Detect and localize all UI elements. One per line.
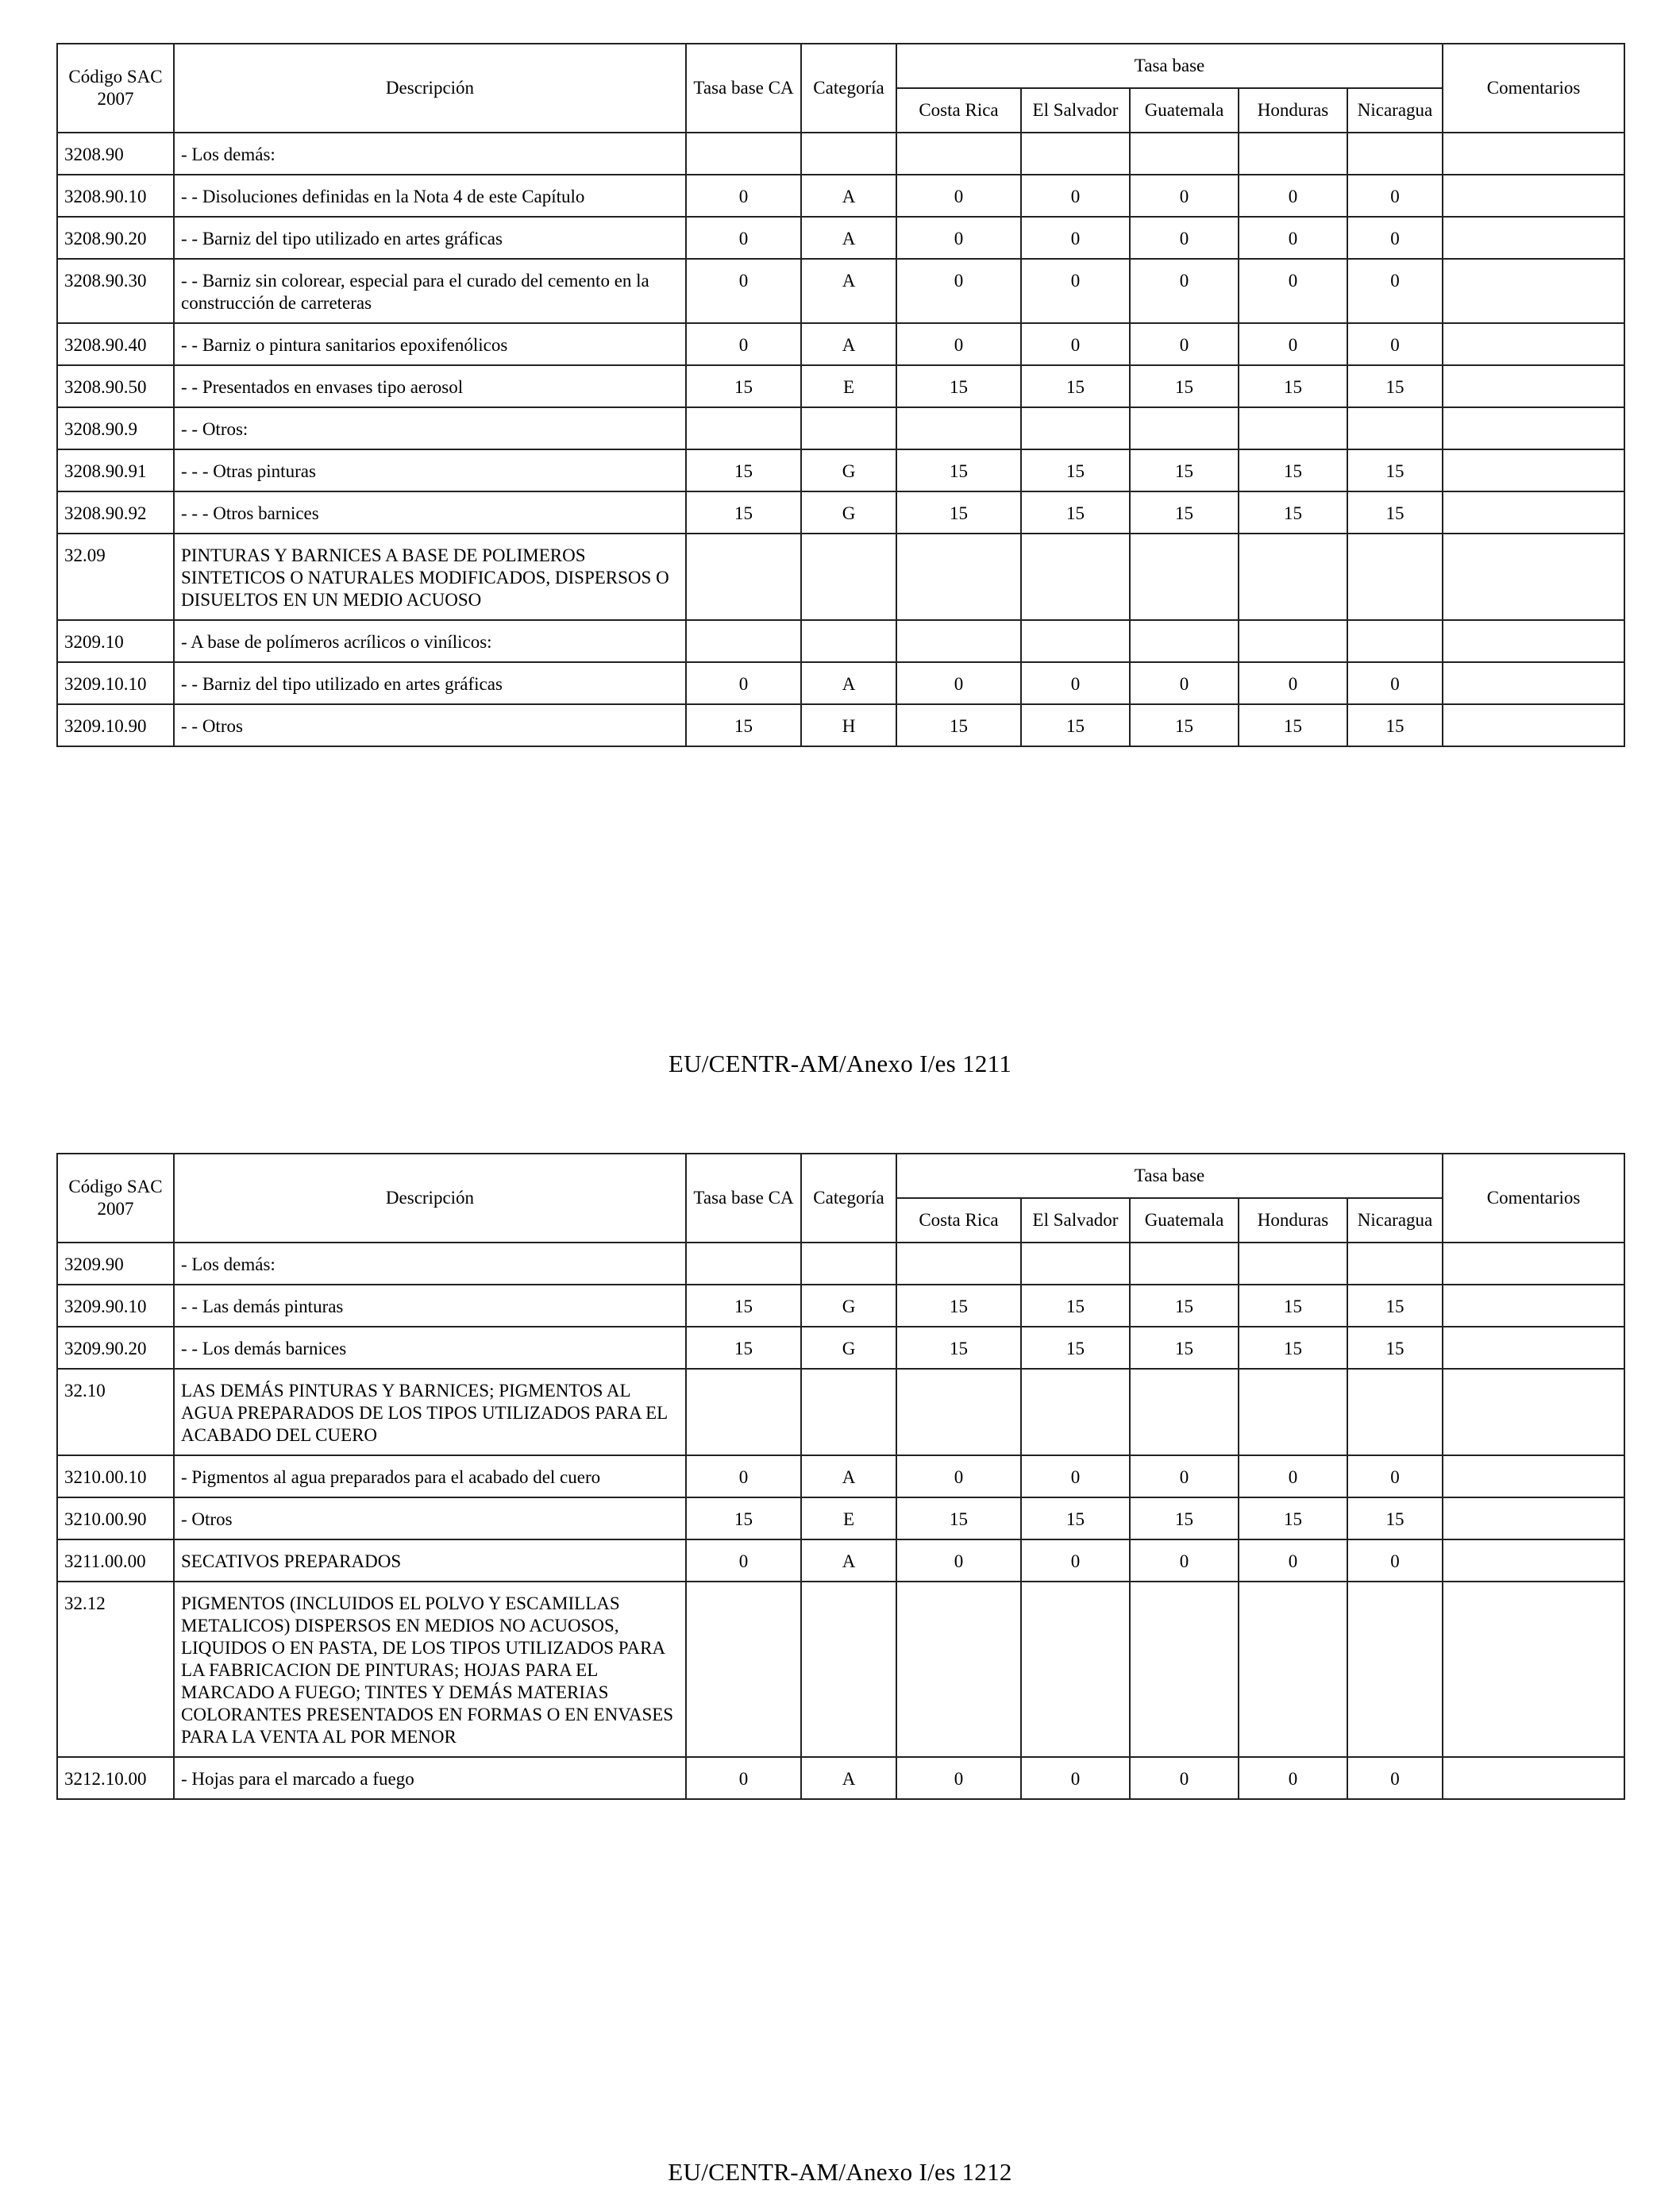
- cell-categoria: G: [801, 449, 896, 491]
- cell-comentarios: [1443, 620, 1624, 662]
- cell-costa-rica: 15: [896, 1327, 1021, 1369]
- tariff-table-page-2: [56, 1153, 1625, 1800]
- table-body: [57, 133, 1624, 746]
- cell-nicaragua: 15: [1347, 1327, 1443, 1369]
- page-footer: EU/CENTR-AM/Anexo I/es 1211: [668, 1050, 1012, 1077]
- cell-categoria: G: [801, 1327, 896, 1369]
- cell-el-salvador: 15: [1021, 365, 1130, 407]
- cell-honduras: [1239, 133, 1347, 175]
- cell-tasa-base-ca: 15: [686, 704, 801, 746]
- cell-nicaragua: [1347, 1582, 1443, 1757]
- cell-description: - - Barniz o pintura sanitarios epoxifenólicos: [174, 323, 686, 365]
- cell-comentarios: [1443, 1757, 1624, 1799]
- cell-costa-rica: [896, 1369, 1021, 1455]
- cell-description: - Otros: [174, 1497, 686, 1539]
- cell-description: - - Presentados en envases tipo aerosol: [174, 365, 686, 407]
- cell-categoria: A: [801, 1539, 896, 1582]
- cell-description: - - Las demás pinturas: [174, 1285, 686, 1327]
- cell-description: - Los demás:: [174, 133, 686, 175]
- table-row: [57, 365, 1624, 407]
- cell-tasa-base-ca: 0: [686, 1455, 801, 1497]
- cell-costa-rica: 0: [896, 323, 1021, 365]
- table-row: [57, 620, 1624, 662]
- cell-guatemala: 0: [1130, 259, 1239, 323]
- header-guatemala: Guatemala: [1130, 88, 1239, 133]
- cell-nicaragua: 15: [1347, 449, 1443, 491]
- cell-tasa-base-ca: [686, 407, 801, 449]
- cell-el-salvador: 15: [1021, 1285, 1130, 1327]
- cell-description: - - Otros: [174, 704, 686, 746]
- cell-nicaragua: 0: [1347, 217, 1443, 259]
- cell-nicaragua: 15: [1347, 365, 1443, 407]
- cell-description: SECATIVOS PREPARADOS: [174, 1539, 686, 1582]
- header-costa-rica: Costa Rica: [896, 1198, 1021, 1243]
- table-row: [57, 1327, 1624, 1369]
- table-row: [57, 1243, 1624, 1285]
- cell-costa-rica: 0: [896, 662, 1021, 704]
- cell-costa-rica: 0: [896, 217, 1021, 259]
- cell-honduras: [1239, 1243, 1347, 1285]
- cell-costa-rica: 0: [896, 1455, 1021, 1497]
- cell-comentarios: [1443, 1327, 1624, 1369]
- table-row: [57, 1539, 1624, 1582]
- cell-guatemala: 15: [1130, 365, 1239, 407]
- cell-costa-rica: 0: [896, 259, 1021, 323]
- cell-costa-rica: [896, 534, 1021, 620]
- table-row: [57, 662, 1624, 704]
- cell-code: 3210.00.10: [57, 1455, 174, 1497]
- cell-honduras: 0: [1239, 1455, 1347, 1497]
- cell-tasa-base-ca: 0: [686, 1757, 801, 1799]
- cell-nicaragua: [1347, 1243, 1443, 1285]
- cell-categoria: A: [801, 175, 896, 217]
- cell-guatemala: [1130, 1582, 1239, 1757]
- cell-description: PIGMENTOS (INCLUIDOS EL POLVO Y ESCAMILLAS METALICOS) DISPERSOS EN MEDIOS NO ACUOSOS, LIQUIDOS O EN PASTA, DE LOS TIPOS UTILIZADOS PARA LA FABRICACION DE PINTURAS; HOJAS PARA EL MARCADO A FUEGO; TINTES Y DEMÁS MATERIAS COLORANTES PRESENTADOS EN FORMAS O EN ENVASES PARA LA VENTA AL POR MENOR: [174, 1582, 686, 1757]
- table-row: [57, 1497, 1624, 1539]
- cell-code: 3209.10.10: [57, 662, 174, 704]
- cell-guatemala: 0: [1130, 323, 1239, 365]
- cell-categoria: E: [801, 1497, 896, 1539]
- cell-costa-rica: 15: [896, 1497, 1021, 1539]
- cell-el-salvador: 0: [1021, 217, 1130, 259]
- cell-comentarios: [1443, 449, 1624, 491]
- cell-comentarios: [1443, 662, 1624, 704]
- cell-guatemala: 0: [1130, 1455, 1239, 1497]
- cell-costa-rica: [896, 407, 1021, 449]
- cell-nicaragua: 15: [1347, 491, 1443, 534]
- cell-description: LAS DEMÁS PINTURAS Y BARNICES; PIGMENTOS AL AGUA PREPARADOS DE LOS TIPOS UTILIZADOS PARA EL ACABADO DEL CUERO: [174, 1369, 686, 1455]
- header-nicaragua: Nicaragua: [1347, 88, 1443, 133]
- cell-categoria: [801, 1582, 896, 1757]
- cell-categoria: [801, 1243, 896, 1285]
- header-tasa-base-ca: Tasa base CA: [686, 44, 801, 133]
- header-codigo: Código SAC 2007: [57, 44, 174, 133]
- cell-tasa-base-ca: [686, 1369, 801, 1455]
- cell-description: - - Los demás barnices: [174, 1327, 686, 1369]
- cell-honduras: 15: [1239, 1497, 1347, 1539]
- header-comentarios: Comentarios: [1443, 44, 1624, 133]
- cell-guatemala: 15: [1130, 1497, 1239, 1539]
- cell-honduras: 15: [1239, 1285, 1347, 1327]
- cell-code: 3208.90.91: [57, 449, 174, 491]
- header-tasa-base: Tasa base: [896, 44, 1443, 88]
- cell-code: 3208.90.40: [57, 323, 174, 365]
- header-codigo: Código SAC 2007: [57, 1154, 174, 1243]
- cell-description: - A base de polímeros acrílicos o vinílicos:: [174, 620, 686, 662]
- cell-tasa-base-ca: 0: [686, 662, 801, 704]
- cell-comentarios: [1443, 365, 1624, 407]
- cell-honduras: 15: [1239, 1327, 1347, 1369]
- cell-description: - - Barniz sin colorear, especial para el curado del cemento en la construcción de carreteras: [174, 259, 686, 323]
- cell-guatemala: 15: [1130, 1327, 1239, 1369]
- cell-code: 3208.90.92: [57, 491, 174, 534]
- header-el-salvador: El Salvador: [1021, 1198, 1130, 1243]
- cell-honduras: [1239, 1369, 1347, 1455]
- cell-el-salvador: 0: [1021, 1539, 1130, 1582]
- cell-comentarios: [1443, 534, 1624, 620]
- header-honduras: Honduras: [1239, 1198, 1347, 1243]
- cell-el-salvador: 15: [1021, 1497, 1130, 1539]
- cell-nicaragua: 0: [1347, 1455, 1443, 1497]
- cell-tasa-base-ca: 15: [686, 1285, 801, 1327]
- cell-tasa-base-ca: 15: [686, 365, 801, 407]
- cell-costa-rica: 0: [896, 175, 1021, 217]
- cell-code: 32.12: [57, 1582, 174, 1757]
- cell-tasa-base-ca: 0: [686, 217, 801, 259]
- table-row: [57, 534, 1624, 620]
- cell-description: - - - Otras pinturas: [174, 449, 686, 491]
- cell-nicaragua: [1347, 620, 1443, 662]
- cell-el-salvador: [1021, 620, 1130, 662]
- cell-nicaragua: 15: [1347, 1497, 1443, 1539]
- cell-code: 3208.90.10: [57, 175, 174, 217]
- cell-code: 3208.90: [57, 133, 174, 175]
- table-row: [57, 704, 1624, 746]
- cell-costa-rica: 15: [896, 1285, 1021, 1327]
- header-guatemala: Guatemala: [1130, 1198, 1239, 1243]
- cell-code: 3208.90.9: [57, 407, 174, 449]
- cell-comentarios: [1443, 704, 1624, 746]
- table-row: [57, 1285, 1624, 1327]
- cell-guatemala: 0: [1130, 1757, 1239, 1799]
- cell-comentarios: [1443, 491, 1624, 534]
- cell-el-salvador: 0: [1021, 259, 1130, 323]
- cell-categoria: A: [801, 217, 896, 259]
- cell-categoria: A: [801, 1455, 896, 1497]
- cell-guatemala: [1130, 534, 1239, 620]
- cell-costa-rica: 15: [896, 704, 1021, 746]
- cell-comentarios: [1443, 1582, 1624, 1757]
- cell-comentarios: [1443, 133, 1624, 175]
- cell-nicaragua: [1347, 1369, 1443, 1455]
- cell-code: 3209.90.10: [57, 1285, 174, 1327]
- cell-description: - Los demás:: [174, 1243, 686, 1285]
- table-row: [57, 323, 1624, 365]
- cell-code: 3208.90.20: [57, 217, 174, 259]
- table-row: [57, 449, 1624, 491]
- cell-costa-rica: 0: [896, 1757, 1021, 1799]
- cell-costa-rica: [896, 1243, 1021, 1285]
- cell-el-salvador: [1021, 534, 1130, 620]
- cell-nicaragua: 0: [1347, 1757, 1443, 1799]
- cell-categoria: A: [801, 1757, 896, 1799]
- cell-categoria: E: [801, 365, 896, 407]
- cell-honduras: 0: [1239, 259, 1347, 323]
- cell-tasa-base-ca: [686, 620, 801, 662]
- cell-el-salvador: [1021, 1243, 1130, 1285]
- cell-el-salvador: 0: [1021, 1455, 1130, 1497]
- cell-guatemala: [1130, 620, 1239, 662]
- cell-guatemala: 15: [1130, 449, 1239, 491]
- cell-description: - Hojas para el marcado a fuego: [174, 1757, 686, 1799]
- table-row: [57, 407, 1624, 449]
- cell-tasa-base-ca: 0: [686, 323, 801, 365]
- header-tasa-base: Tasa base: [896, 1154, 1443, 1198]
- cell-description: - - Otros:: [174, 407, 686, 449]
- header-nicaragua: Nicaragua: [1347, 1198, 1443, 1243]
- cell-guatemala: [1130, 133, 1239, 175]
- cell-categoria: [801, 534, 896, 620]
- cell-comentarios: [1443, 175, 1624, 217]
- cell-costa-rica: [896, 133, 1021, 175]
- table-row: [57, 1757, 1624, 1799]
- cell-comentarios: [1443, 323, 1624, 365]
- cell-categoria: [801, 1369, 896, 1455]
- cell-comentarios: [1443, 1497, 1624, 1539]
- cell-el-salvador: 15: [1021, 491, 1130, 534]
- cell-code: 3209.10.90: [57, 704, 174, 746]
- header-costa-rica: Costa Rica: [896, 88, 1021, 133]
- cell-tasa-base-ca: [686, 1582, 801, 1757]
- cell-description: PINTURAS Y BARNICES A BASE DE POLIMEROS SINTETICOS O NATURALES MODIFICADOS, DISPERSOS O DISUELTOS EN UN MEDIO ACUOSO: [174, 534, 686, 620]
- header-descripcion: Descripción: [174, 1154, 686, 1243]
- cell-costa-rica: 0: [896, 1539, 1021, 1582]
- cell-comentarios: [1443, 1455, 1624, 1497]
- cell-honduras: [1239, 534, 1347, 620]
- cell-honduras: 15: [1239, 449, 1347, 491]
- cell-code: 3208.90.30: [57, 259, 174, 323]
- cell-costa-rica: 15: [896, 449, 1021, 491]
- cell-tasa-base-ca: [686, 534, 801, 620]
- table-row: [57, 1582, 1624, 1757]
- cell-description: - - Barniz del tipo utilizado en artes gráficas: [174, 662, 686, 704]
- cell-code: 3209.90: [57, 1243, 174, 1285]
- cell-categoria: A: [801, 662, 896, 704]
- table-row: [57, 1369, 1624, 1455]
- cell-tasa-base-ca: [686, 1243, 801, 1285]
- cell-el-salvador: [1021, 1369, 1130, 1455]
- cell-comentarios: [1443, 259, 1624, 323]
- cell-code: 3208.90.50: [57, 365, 174, 407]
- cell-categoria: [801, 407, 896, 449]
- cell-code: 32.09: [57, 534, 174, 620]
- table-row: [57, 1455, 1624, 1497]
- cell-tasa-base-ca: 0: [686, 259, 801, 323]
- cell-nicaragua: [1347, 534, 1443, 620]
- cell-el-salvador: 0: [1021, 323, 1130, 365]
- cell-guatemala: [1130, 407, 1239, 449]
- cell-tasa-base-ca: 0: [686, 175, 801, 217]
- cell-el-salvador: 15: [1021, 1327, 1130, 1369]
- table-body: [57, 1243, 1624, 1799]
- cell-code: 3209.10: [57, 620, 174, 662]
- cell-costa-rica: 15: [896, 365, 1021, 407]
- cell-nicaragua: 0: [1347, 323, 1443, 365]
- cell-costa-rica: [896, 620, 1021, 662]
- cell-comentarios: [1443, 1285, 1624, 1327]
- tariff-table-page-1: [56, 43, 1625, 747]
- cell-description: - - Barniz del tipo utilizado en artes gráficas: [174, 217, 686, 259]
- table-row: [57, 259, 1624, 323]
- table-row: [57, 491, 1624, 534]
- cell-categoria: [801, 133, 896, 175]
- cell-honduras: 15: [1239, 491, 1347, 534]
- cell-nicaragua: 0: [1347, 175, 1443, 217]
- cell-el-salvador: 15: [1021, 704, 1130, 746]
- cell-categoria: G: [801, 491, 896, 534]
- cell-nicaragua: 15: [1347, 704, 1443, 746]
- cell-code: 3209.90.20: [57, 1327, 174, 1369]
- cell-honduras: 0: [1239, 1539, 1347, 1582]
- cell-description: - Pigmentos al agua preparados para el acabado del cuero: [174, 1455, 686, 1497]
- header-tasa-base-ca: Tasa base CA: [686, 1154, 801, 1243]
- cell-tasa-base-ca: 15: [686, 1327, 801, 1369]
- cell-comentarios: [1443, 1243, 1624, 1285]
- cell-guatemala: 0: [1130, 662, 1239, 704]
- cell-comentarios: [1443, 407, 1624, 449]
- cell-el-salvador: [1021, 133, 1130, 175]
- cell-description: - - Disoluciones definidas en la Nota 4 de este Capítulo: [174, 175, 686, 217]
- cell-categoria: A: [801, 323, 896, 365]
- cell-el-salvador: 0: [1021, 175, 1130, 217]
- cell-costa-rica: 15: [896, 491, 1021, 534]
- cell-nicaragua: 0: [1347, 1539, 1443, 1582]
- cell-el-salvador: 0: [1021, 1757, 1130, 1799]
- table-header: [57, 44, 1624, 133]
- header-comentarios: Comentarios: [1443, 1154, 1624, 1243]
- cell-el-salvador: 0: [1021, 662, 1130, 704]
- cell-description: - - - Otros barnices: [174, 491, 686, 534]
- header-categoria: Categoría: [801, 1154, 896, 1243]
- cell-guatemala: 0: [1130, 217, 1239, 259]
- table-header: [57, 1154, 1624, 1243]
- cell-honduras: [1239, 407, 1347, 449]
- cell-honduras: [1239, 620, 1347, 662]
- cell-tasa-base-ca: 15: [686, 491, 801, 534]
- cell-el-salvador: 15: [1021, 449, 1130, 491]
- cell-comentarios: [1443, 1539, 1624, 1582]
- page-footer: EU/CENTR-AM/Anexo I/es 1212: [668, 2158, 1012, 2186]
- cell-nicaragua: [1347, 133, 1443, 175]
- table-row: [57, 175, 1624, 217]
- cell-guatemala: [1130, 1243, 1239, 1285]
- cell-code: 32.10: [57, 1369, 174, 1455]
- cell-nicaragua: 0: [1347, 259, 1443, 323]
- cell-categoria: G: [801, 1285, 896, 1327]
- cell-nicaragua: [1347, 407, 1443, 449]
- header-honduras: Honduras: [1239, 88, 1347, 133]
- cell-code: 3211.00.00: [57, 1539, 174, 1582]
- cell-nicaragua: 15: [1347, 1285, 1443, 1327]
- cell-honduras: 15: [1239, 365, 1347, 407]
- cell-guatemala: 0: [1130, 175, 1239, 217]
- table-row: [57, 133, 1624, 175]
- table-row: [57, 217, 1624, 259]
- cell-guatemala: 0: [1130, 1539, 1239, 1582]
- cell-honduras: 0: [1239, 323, 1347, 365]
- cell-honduras: 0: [1239, 217, 1347, 259]
- cell-honduras: 0: [1239, 1757, 1347, 1799]
- cell-honduras: 0: [1239, 662, 1347, 704]
- cell-code: 3212.10.00: [57, 1757, 174, 1799]
- cell-honduras: [1239, 1582, 1347, 1757]
- cell-comentarios: [1443, 1369, 1624, 1455]
- cell-el-salvador: [1021, 1582, 1130, 1757]
- cell-guatemala: [1130, 1369, 1239, 1455]
- cell-tasa-base-ca: [686, 133, 801, 175]
- cell-el-salvador: [1021, 407, 1130, 449]
- cell-nicaragua: 0: [1347, 662, 1443, 704]
- cell-honduras: 15: [1239, 704, 1347, 746]
- header-categoria: Categoría: [801, 44, 896, 133]
- header-el-salvador: El Salvador: [1021, 88, 1130, 133]
- cell-tasa-base-ca: 0: [686, 1539, 801, 1582]
- cell-categoria: A: [801, 259, 896, 323]
- cell-guatemala: 15: [1130, 491, 1239, 534]
- cell-categoria: H: [801, 704, 896, 746]
- cell-comentarios: [1443, 217, 1624, 259]
- cell-code: 3210.00.90: [57, 1497, 174, 1539]
- cell-tasa-base-ca: 15: [686, 1497, 801, 1539]
- cell-honduras: 0: [1239, 175, 1347, 217]
- cell-tasa-base-ca: 15: [686, 449, 801, 491]
- cell-guatemala: 15: [1130, 704, 1239, 746]
- header-descripcion: Descripción: [174, 44, 686, 133]
- cell-costa-rica: [896, 1582, 1021, 1757]
- cell-categoria: [801, 620, 896, 662]
- cell-guatemala: 15: [1130, 1285, 1239, 1327]
